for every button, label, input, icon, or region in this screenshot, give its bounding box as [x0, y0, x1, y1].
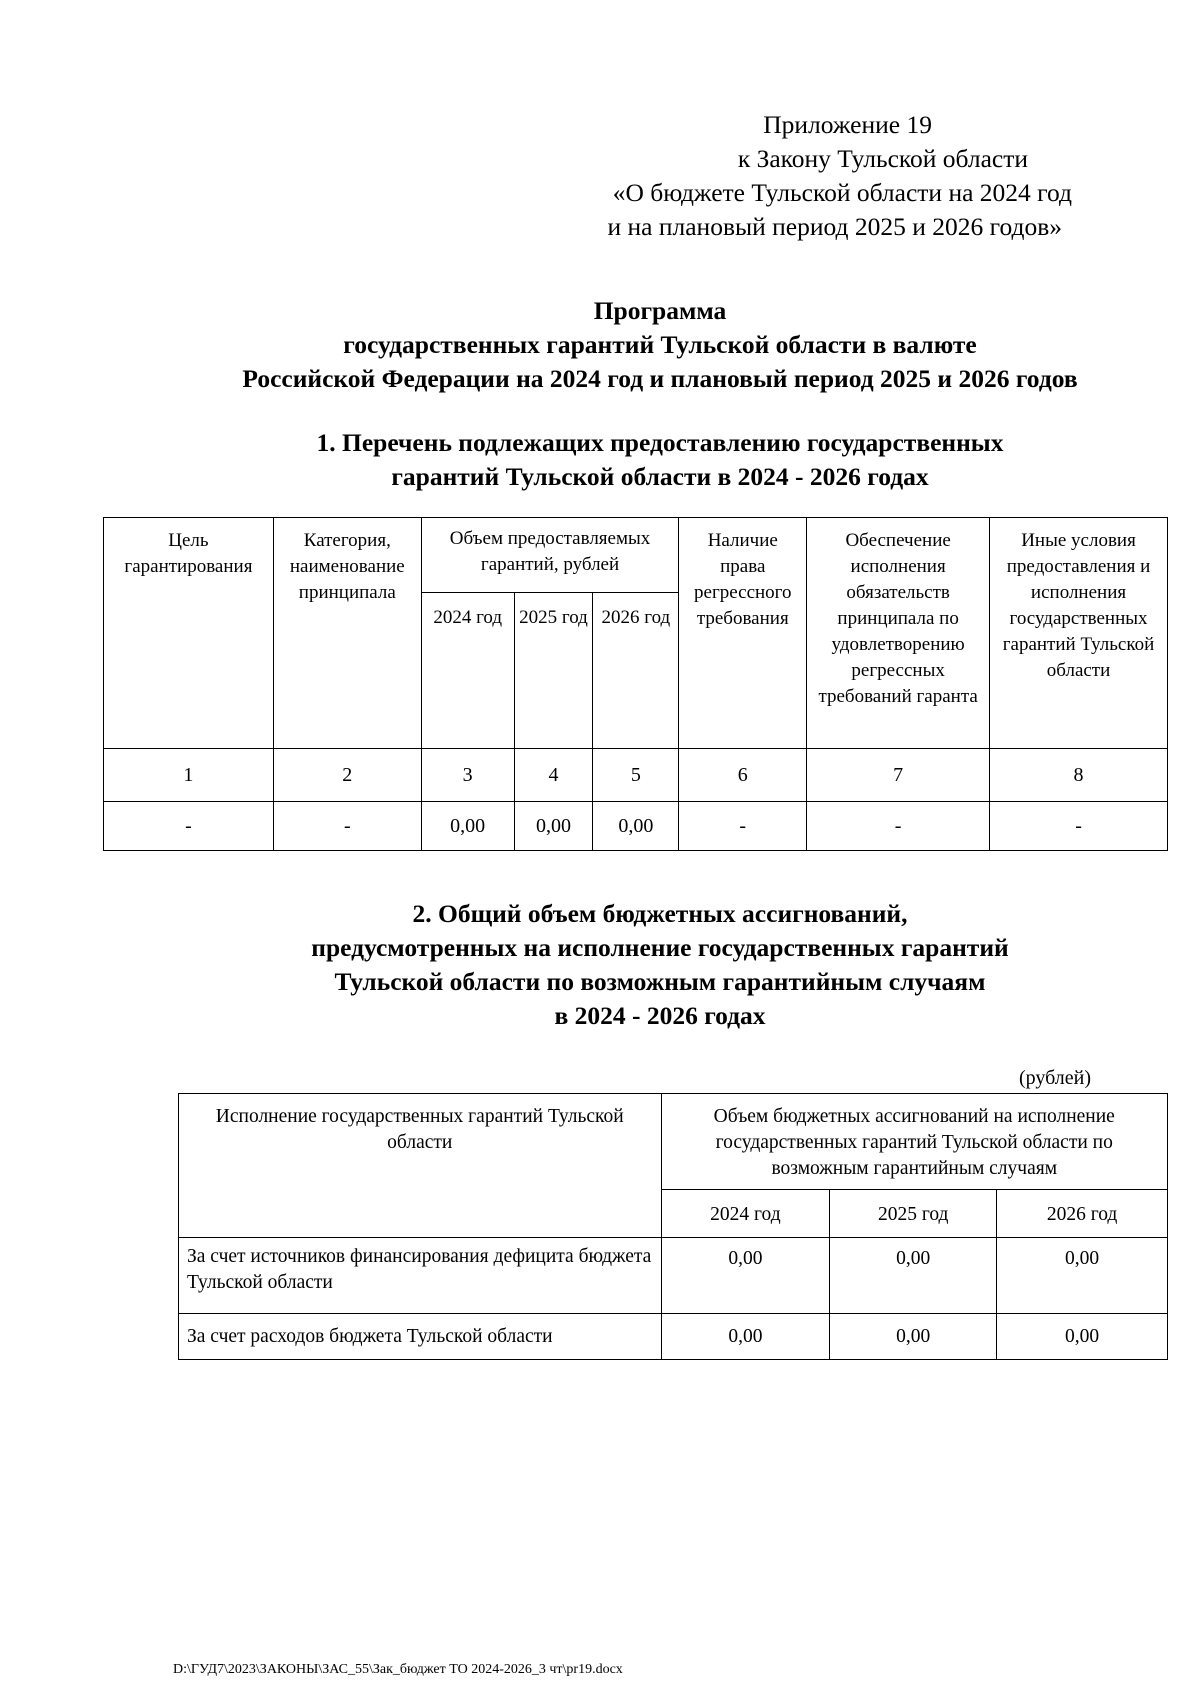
table-row	[179, 1314, 1168, 1360]
header-goal: Цель гарантирования	[104, 518, 274, 749]
document-title	[0, 294, 1200, 396]
guarantees-list-table	[103, 517, 1168, 851]
cell-other: -	[990, 802, 1168, 851]
cell-category: -	[273, 802, 421, 851]
section2-title-line-2: предусмотренных на исполнение государственных гарантий	[311, 933, 1009, 962]
cell-2025: 0,00	[830, 1238, 997, 1314]
header-year-2025: 2025 год	[514, 593, 593, 749]
header-other-conditions: Иные условия предоставления и исполнения государственных гарантий Тульской области	[990, 518, 1168, 749]
row-label: За счет расходов бюджета Тульской области	[179, 1314, 662, 1360]
title-line-1: Программа	[593, 296, 727, 325]
cell-2024: 0,00	[661, 1238, 830, 1314]
section2-title-line-4: в 2024 - 2026 годах	[554, 1001, 766, 1030]
title-line-2: государственных гарантий Тульской области в валюте	[343, 330, 977, 359]
file-path-footer: D:\ГУД7\2023\ЗАКОНЫ\ЗАС_55\Зак_бюджет ТО 2024-2026_3 чт\pr19.docx	[173, 1662, 623, 1677]
header-year-2026: 2026 год	[593, 593, 679, 749]
section2-title-line-3: Тульской области по возможным гарантийным случаям	[334, 967, 986, 996]
cell-2025: 0,00	[830, 1314, 997, 1360]
cell-2024: 0,00	[661, 1314, 830, 1360]
header-allocation-volume: Объем бюджетных ассигнований на исполнение государственных гарантий Тульской области по возможным гарантийным случаям	[661, 1094, 1167, 1190]
header-year-2026: 2026 год	[997, 1190, 1168, 1238]
cell-regress: -	[679, 802, 807, 851]
column-number: 7	[807, 749, 990, 802]
cell-security: -	[807, 802, 990, 851]
table-row	[104, 802, 1168, 851]
section2-title	[0, 897, 1200, 1033]
column-number: 1	[104, 749, 274, 802]
allocations-table	[178, 1093, 1168, 1360]
cell-2026: 0,00	[997, 1314, 1168, 1360]
section2-title-line-1: 2. Общий объем бюджетных ассигнований,	[412, 899, 908, 928]
unit-label: (рублей)	[1019, 1067, 1092, 1089]
column-number: 5	[593, 749, 679, 802]
appendix-law-title-1: «О бюджете Тульской области на 2024 год	[612, 178, 1072, 207]
header-security: Обеспечение исполнения обязательств принципала по удовлетворению регрессных требований гаранта	[807, 518, 990, 749]
header-regress: Наличие права регрессного требования	[679, 518, 807, 749]
header-category: Категория, наименование принципала	[273, 518, 421, 749]
appendix-header	[608, 108, 1073, 244]
appendix-number: Приложение 19	[763, 110, 932, 139]
section1-title-line-1: 1. Перечень подлежащих предоставлению государственных	[316, 428, 1004, 457]
title-line-3: Российской Федерации на 2024 год и плановый период 2025 и 2026 годов	[242, 364, 1078, 393]
column-number: 4	[514, 749, 593, 802]
cell-2026: 0,00	[997, 1238, 1168, 1314]
header-year-2024: 2024 год	[421, 593, 514, 749]
appendix-law-title-2: и на плановый период 2025 и 2026 годов»	[607, 212, 1062, 241]
cell-2026: 0,00	[593, 802, 679, 851]
cell-goal: -	[104, 802, 274, 851]
column-number: 6	[679, 749, 807, 802]
column-number: 8	[990, 749, 1168, 802]
appendix-law-ref: к Закону Тульской области	[737, 144, 1028, 173]
header-execution: Исполнение государственных гарантий Тульской области	[179, 1094, 662, 1238]
table-row	[179, 1238, 1168, 1314]
section1-title	[0, 426, 1200, 494]
column-number: 3	[421, 749, 514, 802]
section1-title-line-2: гарантий Тульской области в 2024 - 2026 годах	[391, 462, 929, 491]
row-label: За счет источников финансирования дефицита бюджета Тульской области	[179, 1238, 662, 1314]
header-volume: Объем предоставляемых гарантий, рублей	[421, 518, 679, 593]
column-numbers-row	[104, 749, 1168, 802]
cell-2025: 0,00	[514, 802, 593, 851]
cell-2024: 0,00	[421, 802, 514, 851]
header-year-2025: 2025 год	[830, 1190, 997, 1238]
header-year-2024: 2024 год	[661, 1190, 830, 1238]
column-number: 2	[273, 749, 421, 802]
